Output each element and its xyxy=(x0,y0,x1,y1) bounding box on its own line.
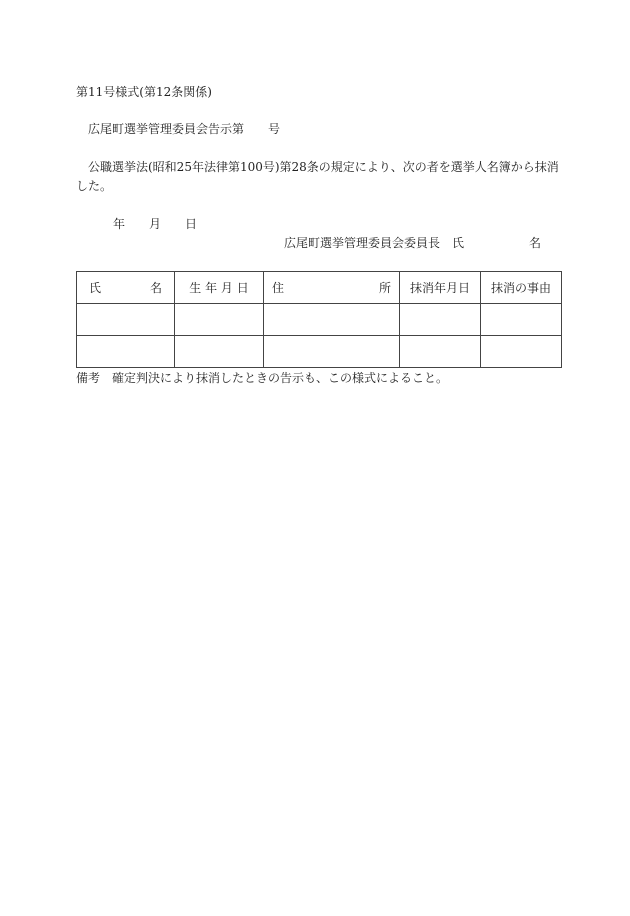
table-row xyxy=(77,304,562,336)
table-cell xyxy=(264,304,400,336)
header-name xyxy=(77,272,175,304)
removal-table xyxy=(76,271,562,368)
form-label: 第11号様式(第12条関係) xyxy=(76,85,212,99)
table-header-row xyxy=(77,272,562,304)
signer-title: 広尾町選挙管理委員会委員長 氏 xyxy=(284,236,465,250)
table-cell xyxy=(175,304,264,336)
table-cell xyxy=(77,304,175,336)
table-cell xyxy=(481,336,562,368)
table-cell xyxy=(77,336,175,368)
body-text-line1: 公職選挙法(昭和25年法律第100号)第28条の規定により、次の者を選挙人名簿から抹消 xyxy=(88,160,559,174)
table-cell xyxy=(481,304,562,336)
header-text: 氏 xyxy=(89,281,102,295)
table-cell xyxy=(264,336,400,368)
header-removal-date: 抹消年月日 xyxy=(400,272,481,304)
header-removal-reason: 抹消の事由 xyxy=(481,272,562,304)
date-line: 年 月 日 xyxy=(113,217,198,231)
table-row xyxy=(77,336,562,368)
header-text: 所 xyxy=(378,281,391,295)
note: 備考 確定判決により抹消したときの告示も、この様式によること。 xyxy=(76,371,449,385)
notice-number: 広尾町選挙管理委員会告示第 号 xyxy=(88,122,281,136)
header-birthdate: 生 年 月 日 xyxy=(175,272,264,304)
body-text-line2: した。 xyxy=(76,179,113,193)
header-text: 名 xyxy=(149,281,162,295)
table-cell xyxy=(400,304,481,336)
header-address xyxy=(264,272,400,304)
signer-name-suffix: 名 xyxy=(529,236,542,250)
table-cell xyxy=(175,336,264,368)
header-text: 住 xyxy=(272,281,285,295)
table-cell xyxy=(400,336,481,368)
